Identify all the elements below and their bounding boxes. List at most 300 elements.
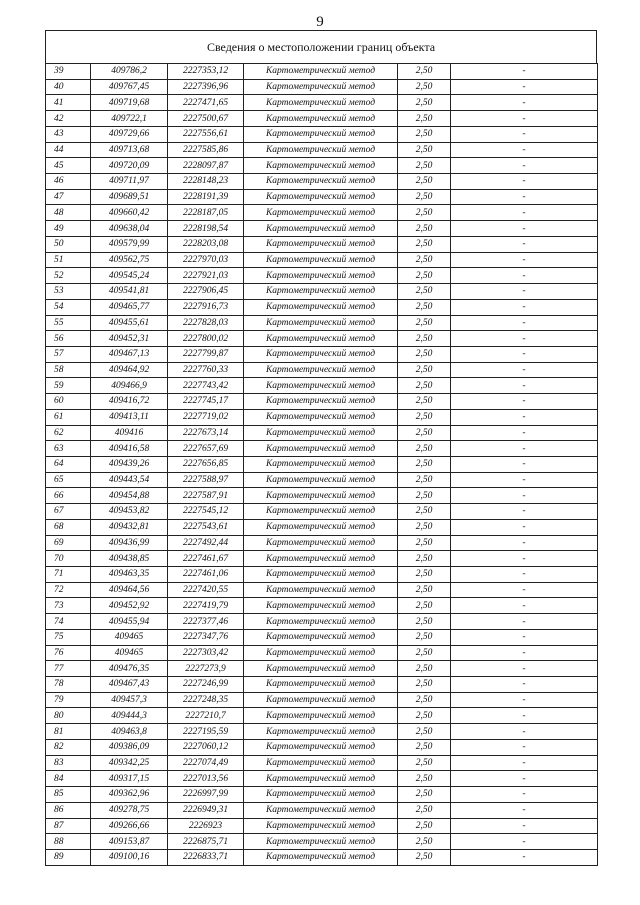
description-cell: - — [451, 252, 598, 268]
accuracy-cell: 2,50 — [398, 95, 451, 111]
accuracy-cell: 2,50 — [398, 661, 451, 677]
point-number-cell: 83 — [46, 755, 91, 771]
y-coordinate-cell: 2227800,02 — [168, 331, 244, 347]
method-cell: Картометрический метод — [244, 284, 398, 300]
method-cell: Картометрический метод — [244, 755, 398, 771]
description-cell: - — [451, 299, 598, 315]
table-row — [46, 205, 598, 221]
point-number-cell: 52 — [46, 268, 91, 284]
table-row — [46, 802, 598, 818]
method-cell: Картометрический метод — [244, 849, 398, 865]
method-cell: Картометрический метод — [244, 331, 398, 347]
boundary-coordinates-table — [45, 63, 598, 866]
y-coordinate-cell: 2227906,45 — [168, 284, 244, 300]
table-row — [46, 834, 598, 850]
accuracy-cell: 2,50 — [398, 362, 451, 378]
x-coordinate-cell: 409432,81 — [91, 519, 168, 535]
x-coordinate-cell: 409444,3 — [91, 708, 168, 724]
table-row — [46, 535, 598, 551]
table-row — [46, 488, 598, 504]
table-row — [46, 755, 598, 771]
table-row — [46, 315, 598, 331]
point-number-cell: 69 — [46, 535, 91, 551]
table-row — [46, 236, 598, 252]
y-coordinate-cell: 2227074,49 — [168, 755, 244, 771]
table-row — [46, 692, 598, 708]
table-row — [46, 582, 598, 598]
y-coordinate-cell: 2226997,99 — [168, 787, 244, 803]
description-cell: - — [451, 677, 598, 693]
y-coordinate-cell: 2227585,86 — [168, 142, 244, 158]
point-number-cell: 54 — [46, 299, 91, 315]
x-coordinate-cell: 409342,25 — [91, 755, 168, 771]
point-number-cell: 63 — [46, 441, 91, 457]
description-cell: - — [451, 629, 598, 645]
description-cell: - — [451, 221, 598, 237]
y-coordinate-cell: 2227347,76 — [168, 629, 244, 645]
x-coordinate-cell: 409465,77 — [91, 299, 168, 315]
table-row — [46, 849, 598, 865]
y-coordinate-cell: 2227195,59 — [168, 724, 244, 740]
accuracy-cell: 2,50 — [398, 834, 451, 850]
description-cell: - — [451, 708, 598, 724]
y-coordinate-cell: 2227273,9 — [168, 661, 244, 677]
description-cell: - — [451, 346, 598, 362]
x-coordinate-cell: 409660,42 — [91, 205, 168, 221]
x-coordinate-cell: 409100,16 — [91, 849, 168, 865]
accuracy-cell: 2,50 — [398, 629, 451, 645]
point-number-cell: 50 — [46, 236, 91, 252]
x-coordinate-cell: 409579,99 — [91, 236, 168, 252]
table-row — [46, 739, 598, 755]
x-coordinate-cell: 409436,99 — [91, 535, 168, 551]
point-number-cell: 40 — [46, 79, 91, 95]
accuracy-cell: 2,50 — [398, 268, 451, 284]
table-row — [46, 519, 598, 535]
accuracy-cell: 2,50 — [398, 142, 451, 158]
method-cell: Картометрический метод — [244, 174, 398, 190]
x-coordinate-cell: 409416 — [91, 425, 168, 441]
x-coordinate-cell: 409386,09 — [91, 739, 168, 755]
table-row — [46, 645, 598, 661]
table-row — [46, 614, 598, 630]
x-coordinate-cell: 409713,68 — [91, 142, 168, 158]
table-row — [46, 126, 598, 142]
y-coordinate-cell: 2228191,39 — [168, 189, 244, 205]
description-cell: - — [451, 519, 598, 535]
accuracy-cell: 2,50 — [398, 205, 451, 221]
x-coordinate-cell: 409153,87 — [91, 834, 168, 850]
table-row — [46, 629, 598, 645]
point-number-cell: 74 — [46, 614, 91, 630]
description-cell: - — [451, 378, 598, 394]
y-coordinate-cell: 2227013,56 — [168, 771, 244, 787]
y-coordinate-cell: 2227492,44 — [168, 535, 244, 551]
method-cell: Картометрический метод — [244, 236, 398, 252]
description-cell: - — [451, 849, 598, 865]
point-number-cell: 66 — [46, 488, 91, 504]
description-cell: - — [451, 488, 598, 504]
point-number-cell: 84 — [46, 771, 91, 787]
table-row — [46, 299, 598, 315]
y-coordinate-cell: 2227500,67 — [168, 111, 244, 127]
method-cell: Картометрический метод — [244, 739, 398, 755]
description-cell: - — [451, 739, 598, 755]
y-coordinate-cell: 2228187,05 — [168, 205, 244, 221]
method-cell: Картометрический метод — [244, 126, 398, 142]
x-coordinate-cell: 409455,61 — [91, 315, 168, 331]
x-coordinate-cell: 409467,43 — [91, 677, 168, 693]
y-coordinate-cell: 2227545,12 — [168, 504, 244, 520]
x-coordinate-cell: 409722,1 — [91, 111, 168, 127]
x-coordinate-cell: 409719,68 — [91, 95, 168, 111]
x-coordinate-cell: 409453,82 — [91, 504, 168, 520]
x-coordinate-cell: 409466,9 — [91, 378, 168, 394]
x-coordinate-cell: 409452,92 — [91, 598, 168, 614]
point-number-cell: 39 — [46, 64, 91, 80]
accuracy-cell: 2,50 — [398, 111, 451, 127]
accuracy-cell: 2,50 — [398, 677, 451, 693]
accuracy-cell: 2,50 — [398, 692, 451, 708]
accuracy-cell: 2,50 — [398, 221, 451, 237]
point-number-cell: 71 — [46, 567, 91, 583]
y-coordinate-cell: 2227353,12 — [168, 64, 244, 80]
table-row — [46, 158, 598, 174]
method-cell: Картометрический метод — [244, 441, 398, 457]
accuracy-cell: 2,50 — [398, 504, 451, 520]
description-cell: - — [451, 158, 598, 174]
point-number-cell: 75 — [46, 629, 91, 645]
accuracy-cell: 2,50 — [398, 472, 451, 488]
x-coordinate-cell: 409786,2 — [91, 64, 168, 80]
description-cell: - — [451, 661, 598, 677]
x-coordinate-cell: 409711,97 — [91, 174, 168, 190]
accuracy-cell: 2,50 — [398, 456, 451, 472]
table-row — [46, 95, 598, 111]
table-row — [46, 787, 598, 803]
method-cell: Картометрический метод — [244, 158, 398, 174]
description-cell: - — [451, 331, 598, 347]
y-coordinate-cell: 2227303,42 — [168, 645, 244, 661]
table-body — [46, 64, 598, 866]
method-cell: Картометрический метод — [244, 661, 398, 677]
point-number-cell: 44 — [46, 142, 91, 158]
description-cell: - — [451, 79, 598, 95]
description-cell: - — [451, 205, 598, 221]
description-cell: - — [451, 582, 598, 598]
x-coordinate-cell: 409317,15 — [91, 771, 168, 787]
method-cell: Картометрический метод — [244, 708, 398, 724]
table-row — [46, 284, 598, 300]
y-coordinate-cell: 2227799,87 — [168, 346, 244, 362]
y-coordinate-cell: 2227461,06 — [168, 567, 244, 583]
point-number-cell: 62 — [46, 425, 91, 441]
x-coordinate-cell: 409455,94 — [91, 614, 168, 630]
method-cell: Картометрический метод — [244, 142, 398, 158]
method-cell: Картометрический метод — [244, 299, 398, 315]
y-coordinate-cell: 2227461,67 — [168, 551, 244, 567]
table-row — [46, 708, 598, 724]
description-cell: - — [451, 394, 598, 410]
description-cell: - — [451, 189, 598, 205]
accuracy-cell: 2,50 — [398, 787, 451, 803]
point-number-cell: 79 — [46, 692, 91, 708]
point-number-cell: 81 — [46, 724, 91, 740]
table-row — [46, 661, 598, 677]
accuracy-cell: 2,50 — [398, 771, 451, 787]
x-coordinate-cell: 409720,09 — [91, 158, 168, 174]
point-number-cell: 61 — [46, 409, 91, 425]
x-coordinate-cell: 409439,26 — [91, 456, 168, 472]
accuracy-cell: 2,50 — [398, 64, 451, 80]
x-coordinate-cell: 409467,13 — [91, 346, 168, 362]
page-number: 9 — [316, 14, 324, 30]
description-cell: - — [451, 64, 598, 80]
accuracy-cell: 2,50 — [398, 284, 451, 300]
description-cell: - — [451, 834, 598, 850]
x-coordinate-cell: 409416,72 — [91, 394, 168, 410]
table-row — [46, 331, 598, 347]
point-number-cell: 43 — [46, 126, 91, 142]
x-coordinate-cell: 409266,66 — [91, 818, 168, 834]
method-cell: Картометрический метод — [244, 724, 398, 740]
x-coordinate-cell: 409454,88 — [91, 488, 168, 504]
accuracy-cell: 2,50 — [398, 315, 451, 331]
x-coordinate-cell: 409562,75 — [91, 252, 168, 268]
accuracy-cell: 2,50 — [398, 331, 451, 347]
point-number-cell: 72 — [46, 582, 91, 598]
accuracy-cell: 2,50 — [398, 189, 451, 205]
method-cell: Картометрический метод — [244, 582, 398, 598]
y-coordinate-cell: 2228198,54 — [168, 221, 244, 237]
accuracy-cell: 2,50 — [398, 425, 451, 441]
table-row — [46, 111, 598, 127]
accuracy-cell: 2,50 — [398, 252, 451, 268]
table-row — [46, 567, 598, 583]
y-coordinate-cell: 2226923 — [168, 818, 244, 834]
y-coordinate-cell: 2226833,71 — [168, 849, 244, 865]
y-coordinate-cell: 2227719,02 — [168, 409, 244, 425]
table-row — [46, 378, 598, 394]
method-cell: Картометрический метод — [244, 614, 398, 630]
point-number-cell: 58 — [46, 362, 91, 378]
x-coordinate-cell: 409689,51 — [91, 189, 168, 205]
method-cell: Картометрический метод — [244, 519, 398, 535]
table-row — [46, 221, 598, 237]
accuracy-cell: 2,50 — [398, 158, 451, 174]
method-cell: Картометрический метод — [244, 315, 398, 331]
description-cell: - — [451, 787, 598, 803]
y-coordinate-cell: 2228097,87 — [168, 158, 244, 174]
description-cell: - — [451, 126, 598, 142]
point-number-cell: 55 — [46, 315, 91, 331]
y-coordinate-cell: 2228148,23 — [168, 174, 244, 190]
y-coordinate-cell: 2227921,03 — [168, 268, 244, 284]
description-cell: - — [451, 456, 598, 472]
y-coordinate-cell: 2227916,73 — [168, 299, 244, 315]
table-row — [46, 189, 598, 205]
y-coordinate-cell: 2227556,61 — [168, 126, 244, 142]
method-cell: Картометрический метод — [244, 425, 398, 441]
method-cell: Картометрический метод — [244, 221, 398, 237]
y-coordinate-cell: 2227743,42 — [168, 378, 244, 394]
point-number-cell: 88 — [46, 834, 91, 850]
method-cell: Картометрический метод — [244, 802, 398, 818]
point-number-cell: 59 — [46, 378, 91, 394]
point-number-cell: 51 — [46, 252, 91, 268]
method-cell: Картометрический метод — [244, 378, 398, 394]
accuracy-cell: 2,50 — [398, 551, 451, 567]
table-row — [46, 252, 598, 268]
description-cell: - — [451, 174, 598, 190]
method-cell: Картометрический метод — [244, 677, 398, 693]
method-cell: Картометрический метод — [244, 629, 398, 645]
description-cell: - — [451, 551, 598, 567]
point-number-cell: 82 — [46, 739, 91, 755]
method-cell: Картометрический метод — [244, 64, 398, 80]
table-row — [46, 64, 598, 80]
accuracy-cell: 2,50 — [398, 519, 451, 535]
point-number-cell: 89 — [46, 849, 91, 865]
table-row — [46, 598, 598, 614]
y-coordinate-cell: 2227419,79 — [168, 598, 244, 614]
description-cell: - — [451, 614, 598, 630]
method-cell: Картометрический метод — [244, 205, 398, 221]
description-cell: - — [451, 362, 598, 378]
x-coordinate-cell: 409465 — [91, 629, 168, 645]
method-cell: Картометрический метод — [244, 645, 398, 661]
accuracy-cell: 2,50 — [398, 346, 451, 362]
table-row — [46, 504, 598, 520]
accuracy-cell: 2,50 — [398, 126, 451, 142]
point-number-cell: 46 — [46, 174, 91, 190]
point-number-cell: 68 — [46, 519, 91, 535]
point-number-cell: 42 — [46, 111, 91, 127]
x-coordinate-cell: 409767,45 — [91, 79, 168, 95]
accuracy-cell: 2,50 — [398, 598, 451, 614]
accuracy-cell: 2,50 — [398, 236, 451, 252]
point-number-cell: 70 — [46, 551, 91, 567]
x-coordinate-cell: 409476,35 — [91, 661, 168, 677]
y-coordinate-cell: 2226949,31 — [168, 802, 244, 818]
x-coordinate-cell: 409541,81 — [91, 284, 168, 300]
description-cell: - — [451, 95, 598, 111]
table-row — [46, 456, 598, 472]
method-cell: Картометрический метод — [244, 551, 398, 567]
method-cell: Картометрический метод — [244, 834, 398, 850]
y-coordinate-cell: 2227060,12 — [168, 739, 244, 755]
description-cell: - — [451, 284, 598, 300]
accuracy-cell: 2,50 — [398, 488, 451, 504]
table-row — [46, 551, 598, 567]
accuracy-cell: 2,50 — [398, 441, 451, 457]
x-coordinate-cell: 409464,56 — [91, 582, 168, 598]
description-cell: - — [451, 425, 598, 441]
table-title: Сведения о местоположении границ объекта — [45, 30, 597, 63]
method-cell: Картометрический метод — [244, 692, 398, 708]
table-row — [46, 425, 598, 441]
accuracy-cell: 2,50 — [398, 614, 451, 630]
y-coordinate-cell: 2227970,03 — [168, 252, 244, 268]
table-row — [46, 142, 598, 158]
accuracy-cell: 2,50 — [398, 378, 451, 394]
method-cell: Картометрический метод — [244, 95, 398, 111]
description-cell: - — [451, 504, 598, 520]
x-coordinate-cell: 409545,24 — [91, 268, 168, 284]
method-cell: Картометрический метод — [244, 456, 398, 472]
method-cell: Картометрический метод — [244, 771, 398, 787]
x-coordinate-cell: 409465 — [91, 645, 168, 661]
description-cell: - — [451, 472, 598, 488]
table-row — [46, 346, 598, 362]
method-cell: Картометрический метод — [244, 409, 398, 425]
accuracy-cell: 2,50 — [398, 535, 451, 551]
y-coordinate-cell: 2227543,61 — [168, 519, 244, 535]
method-cell: Картометрический метод — [244, 111, 398, 127]
table-row — [46, 677, 598, 693]
y-coordinate-cell: 2227377,46 — [168, 614, 244, 630]
y-coordinate-cell: 2227657,69 — [168, 441, 244, 457]
point-number-cell: 41 — [46, 95, 91, 111]
x-coordinate-cell: 409438,85 — [91, 551, 168, 567]
description-cell: - — [451, 268, 598, 284]
method-cell: Картометрический метод — [244, 268, 398, 284]
accuracy-cell: 2,50 — [398, 79, 451, 95]
method-cell: Картометрический метод — [244, 79, 398, 95]
point-number-cell: 86 — [46, 802, 91, 818]
table-row — [46, 472, 598, 488]
x-coordinate-cell: 409443,54 — [91, 472, 168, 488]
method-cell: Картометрический метод — [244, 598, 398, 614]
y-coordinate-cell: 2227760,33 — [168, 362, 244, 378]
method-cell: Картометрический метод — [244, 504, 398, 520]
accuracy-cell: 2,50 — [398, 802, 451, 818]
description-cell: - — [451, 755, 598, 771]
accuracy-cell: 2,50 — [398, 409, 451, 425]
description-cell: - — [451, 315, 598, 331]
description-cell: - — [451, 645, 598, 661]
y-coordinate-cell: 2227471,65 — [168, 95, 244, 111]
x-coordinate-cell: 409463,8 — [91, 724, 168, 740]
x-coordinate-cell: 409638,04 — [91, 221, 168, 237]
method-cell: Картометрический метод — [244, 787, 398, 803]
method-cell: Картометрический метод — [244, 394, 398, 410]
x-coordinate-cell: 409278,75 — [91, 802, 168, 818]
description-cell: - — [451, 142, 598, 158]
method-cell: Картометрический метод — [244, 472, 398, 488]
method-cell: Картометрический метод — [244, 567, 398, 583]
description-cell: - — [451, 111, 598, 127]
x-coordinate-cell: 409729,66 — [91, 126, 168, 142]
accuracy-cell: 2,50 — [398, 739, 451, 755]
description-cell: - — [451, 567, 598, 583]
point-number-cell: 64 — [46, 456, 91, 472]
point-number-cell: 87 — [46, 818, 91, 834]
table-row — [46, 818, 598, 834]
accuracy-cell: 2,50 — [398, 582, 451, 598]
x-coordinate-cell: 409362,96 — [91, 787, 168, 803]
y-coordinate-cell: 2226875,71 — [168, 834, 244, 850]
accuracy-cell: 2,50 — [398, 724, 451, 740]
table-row — [46, 174, 598, 190]
method-cell: Картометрический метод — [244, 488, 398, 504]
x-coordinate-cell: 409457,3 — [91, 692, 168, 708]
description-cell: - — [451, 818, 598, 834]
description-cell: - — [451, 236, 598, 252]
boundary-table-sheet — [45, 30, 597, 866]
method-cell: Картометрический метод — [244, 252, 398, 268]
y-coordinate-cell: 2227673,14 — [168, 425, 244, 441]
